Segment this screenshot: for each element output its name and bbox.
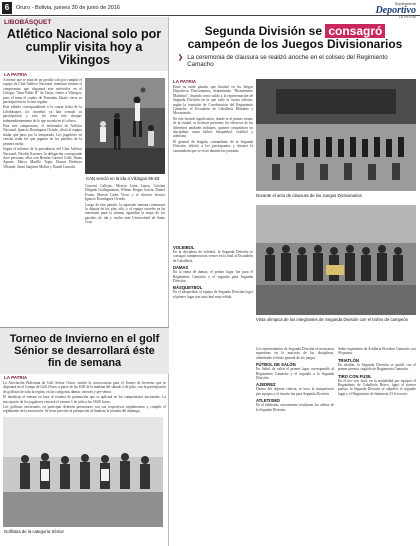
basketball-photo: [85, 78, 165, 174]
article-body: Este sábado correspondiente a la cuarta fecha de la Libobásquet, los orureños ya han cerrado su participación y solo les resta este choque, independientemente de lo que suceda en el coliseo.: [3, 105, 82, 123]
article-byline: LA PATRIA: [173, 79, 197, 84]
golf-article: [0, 327, 169, 536]
dateline: Oruro - Bolivia, jueves 30 de junio de 2016: [16, 4, 120, 11]
article-body: Según el informe de la presidencia del Club Atlético Nacional, Nicolás Kocsner, la delegación corresponde doce personas, ellos son Hernán Caravel Calle, Jhoan Aponte, Marco Murillo Tapia, Eitmar Pinheyro Villamel, Jaimi Sanjinez Mollas y Daniel Limachi.: [3, 147, 82, 169]
section-heading: DAMAS: [173, 265, 189, 271]
team-photo: [256, 205, 416, 315]
page-number: 6: [2, 2, 12, 14]
photo-caption: Vista olímpica de los integrantes de Segunda División con el trofeo de campeón: [256, 317, 409, 322]
article-body: En el básquetbol, el equipo de Segunda División logró el primer lugar tras una final muy reñida.: [173, 290, 253, 299]
article-body: Entre su tarde pasada, que finalizó en los Juegos Deportivos Divisionarios, denominado "Bicentenario Marítimo", dejando como saldo a la representación de Segunda División en la que salió la cuarta edición, según la comisión de Coordinación del Regimiento Camacho, el Escuadrón de Caballería Blindado y Mecanizado.: [173, 85, 253, 116]
logo-main: Deportivo: [375, 5, 416, 16]
article-body: En este festival significativo, donde se el primer torneo de la ciudad, se hicieron presentes los efectivos de las diferentes unidades militares, quienes compitieron en disciplinas como fútbol, básquetbol, voleibol y atletismo.: [173, 116, 253, 139]
headline-highlight: consagró: [325, 24, 385, 38]
text-column: [173, 243, 253, 299]
article-headline: Atlético Nacional solo por cumplir visita hoy a Vikingos: [6, 27, 162, 67]
team-photo-image: [256, 205, 416, 315]
article-byline: LA PATRIA: [4, 72, 28, 77]
section-heading: ATLETISMO: [256, 398, 280, 404]
arrow-icon: ❯: [178, 54, 184, 61]
article-body: El general de brigada, comandante de la Segunda División, felicitó a los participantes y destacó la camaradería que se vivió durante las jornadas.: [173, 139, 253, 153]
article-body: Dentro del deporte ciencia, se tuvo la competencia por equipos y el triunfo fue para Segunda División.: [256, 387, 334, 396]
kicker: LIBOBÁSQUET: [4, 19, 52, 26]
article-byline: LA PATRIA: [4, 375, 28, 380]
photo-caption: Durante el acto de clausura de los Juegos Divisionarios: [256, 193, 362, 198]
ceremony-photo-block: [256, 79, 416, 200]
article-body: En la rama de damas, el primer lugar fue para el Regimiento Camacho y el segundo para Segunda División.: [173, 270, 253, 284]
logo-sub: LA PATRIA: [398, 15, 416, 19]
section-heading: VOLEIBOL: [173, 245, 195, 250]
subheadline-text: La ceremonia de clausura se realizó anoche en el coliseo del Regimiento Camacho: [187, 54, 388, 68]
left-column: [0, 17, 169, 546]
article-headline: Torneo de Invierno en el golf Sénior se desarrollará éste fin de semana: [9, 333, 160, 369]
golf-photo: [3, 417, 163, 527]
headline-part: campeón de los Juegos Divisionarios: [187, 37, 403, 51]
golf-photo-image: [3, 417, 163, 527]
section-heading: TRIATLÓN: [338, 357, 359, 363]
article-body: Los representantes de Segunda División se mostraron superiores en la mayoría de las disciplinas, obteniendo el título general de los juegos.: [256, 347, 334, 360]
ceremony-photo: [256, 79, 416, 191]
article-headline: [170, 17, 420, 51]
article-body: En el atletismo, nuevamente resaltaron los atletas de la Segunda División.: [256, 403, 334, 412]
article-header-band: [0, 17, 168, 71]
article-body: Para este compromiso, el entrenador de Atlético Nacional, Ignacio Domínguez Oviedo, alistó al equipo titular que paso por la temporada. Los jugadores en cancha serán los que jugaron en los partidos de la primera rueda.: [3, 124, 82, 146]
article-body: En triatlón, la Segunda División se quedó con el primer premio, seguido de Regimiento Camacho.: [338, 362, 416, 372]
logo-top: Suplemento: [394, 1, 416, 6]
section-heading: TIRO CON FUSIL: [338, 373, 372, 379]
text-column: [173, 79, 253, 153]
article-body: En la disciplina de voleibol, la Segunda División se consagró campeona tras vencer en la final al Escuadrón de Caballería.: [173, 250, 253, 263]
article-body: Luego de este partido, la siguiente semana comenzará la disputa de los play offs, y el equipo orureño ya ha entrenado para la misma, aguardan la etapa de los partidos de ida y vuelta ante Universidad de Santa Cruz.: [85, 202, 165, 225]
photo-caption: CAN venció en la ida a Vikingos 95-83: [86, 176, 160, 181]
section-heading: FÚTBOL DE SALÓN: [256, 362, 296, 368]
team-photo-block: [256, 205, 416, 324]
article-body: La Asociación Boliviana de Golf Sénior Oruro, emitió la convocatoria para el Torneo de Invierno que se disputará en el Campo de Golf Oruro, a partir de las 8:00 de la mañana del sábado 2 de julio, con la participación de golfistas de toda la región, en las categorías damas, varones y pre-sénior.: [3, 381, 166, 394]
article-subheadline: [170, 51, 420, 70]
article-body: A menor que se trata de un partido solo por cumplir el equipo de Club Atlético Nacional, intentará ventear el compromiso que disputará este miércoles en el Colegio "Juan Pablo II" de Tarija, frente a Vikingos, pues el tema el cuadro de Fernando Zárate cierra su participación en la fase regular.: [3, 78, 82, 105]
article-body: El hándicap se tomará en base al sistema de puntuación que se aplicará en los campeonatos nacionales. La inscripción de los jugadores vencerá el viernes 1 de julio a las 18:00 horas.: [3, 395, 166, 404]
section-heading: BÁSQUETBOL: [173, 285, 203, 291]
text-column: [256, 347, 334, 412]
basketball-photo-image: [85, 78, 165, 174]
article-body: Señor regimiento de Artillería Eleodoro Camacho con 96 puntos.: [338, 347, 416, 356]
article-body: Los golfistas interesados en participar deberán presentarse con sus respectivos implementos y cumplir el reglamento de la asociación. Se tiene previsto la premiación al finalizar la jornada del domingo.: [3, 405, 166, 414]
headline-part: Segunda División se: [204, 24, 322, 38]
article-body: Concent Callejas, Morian Lima Lanza, Cristian Delgado Guillaguaman, Wilmer Borges García, Daniel Evans, Marvin Cadet Vioso y el director técnico Ignacio Domínguez Oviedo.: [85, 184, 165, 202]
page-header: [0, 0, 420, 19]
article-body: En el tiro con fusil, en la modalidad por equipos el Regimiento de Caballería Bravo, logró el primer puesto; la Segunda División se adjudicó el segundo lugar y el Regimiento de Infantería 23 el tercero.: [338, 378, 416, 396]
text-column: [338, 347, 416, 396]
photo-caption: Golfistas de la categoría Sénior: [4, 528, 64, 534]
article-body: En fútbol de salón el primer lugar correspondió al Regimiento Camacho y el segundo a la Segunda División.: [256, 367, 334, 381]
section-heading: AJEDREZ: [256, 382, 276, 388]
main-article: [170, 17, 420, 546]
ceremony-photo-image: [256, 79, 416, 191]
